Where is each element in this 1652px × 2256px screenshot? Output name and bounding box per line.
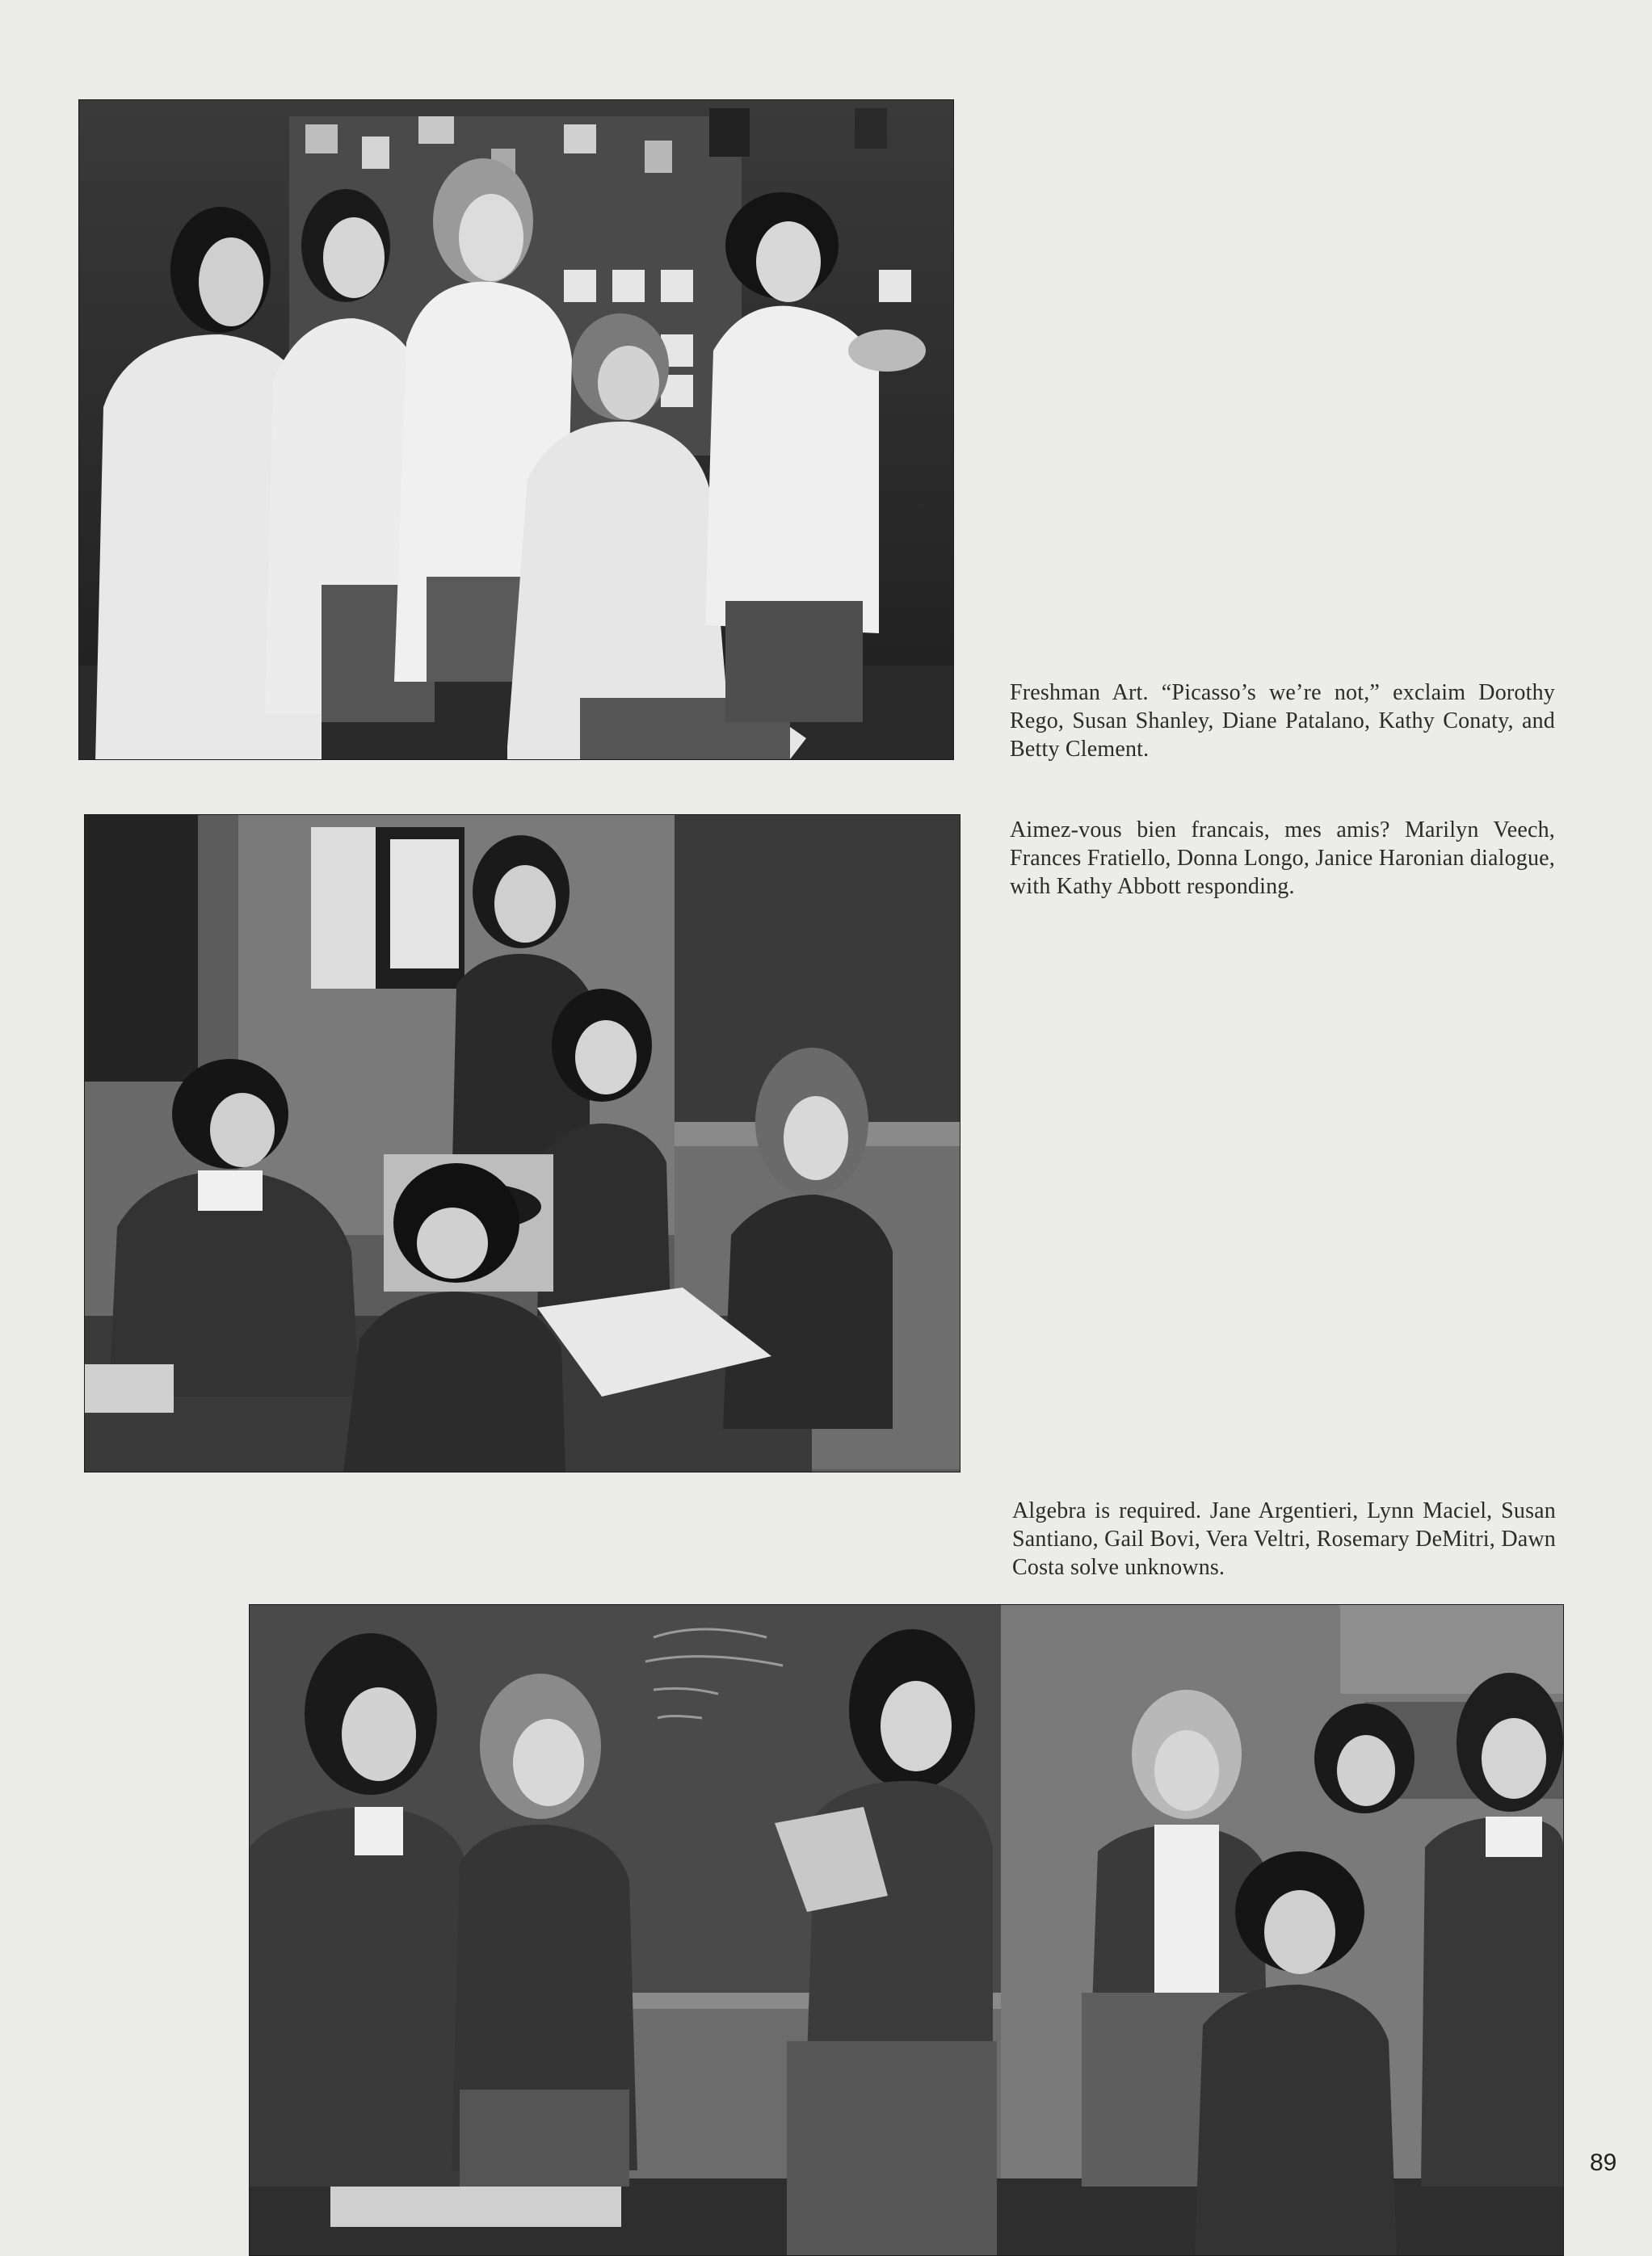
- page-number: 89: [1590, 2149, 1617, 2176]
- caption-french-class: Aimez-vous bien francais, mes amis? Marilyn Veech, Frances Fratiello, Donna Longo, Janice Haronian dialogue, with Kathy Abbott responding.: [1010, 817, 1555, 899]
- caption-freshman-art: Freshman Art. “Picasso’s we’re not,” exclaim Dorothy Rego, Susan Shanley, Diane Patalano, Kathy Conaty, and Betty Clement.: [1010, 680, 1555, 762]
- photo-french-class-image: [85, 815, 960, 1472]
- photo-french-class: [84, 814, 961, 1472]
- photo-freshman-art: [78, 99, 954, 760]
- photo-algebra-class: [249, 1604, 1564, 2256]
- photo-algebra-class-image: [250, 1605, 1563, 2255]
- photo-freshman-art-image: [79, 100, 953, 759]
- caption-algebra-class: Algebra is required. Jane Argentieri, Lynn Maciel, Susan Santiano, Gail Bovi, Vera Veltri, Rosemary DeMitri, Dawn Costa solve unknowns.: [1012, 1498, 1556, 1580]
